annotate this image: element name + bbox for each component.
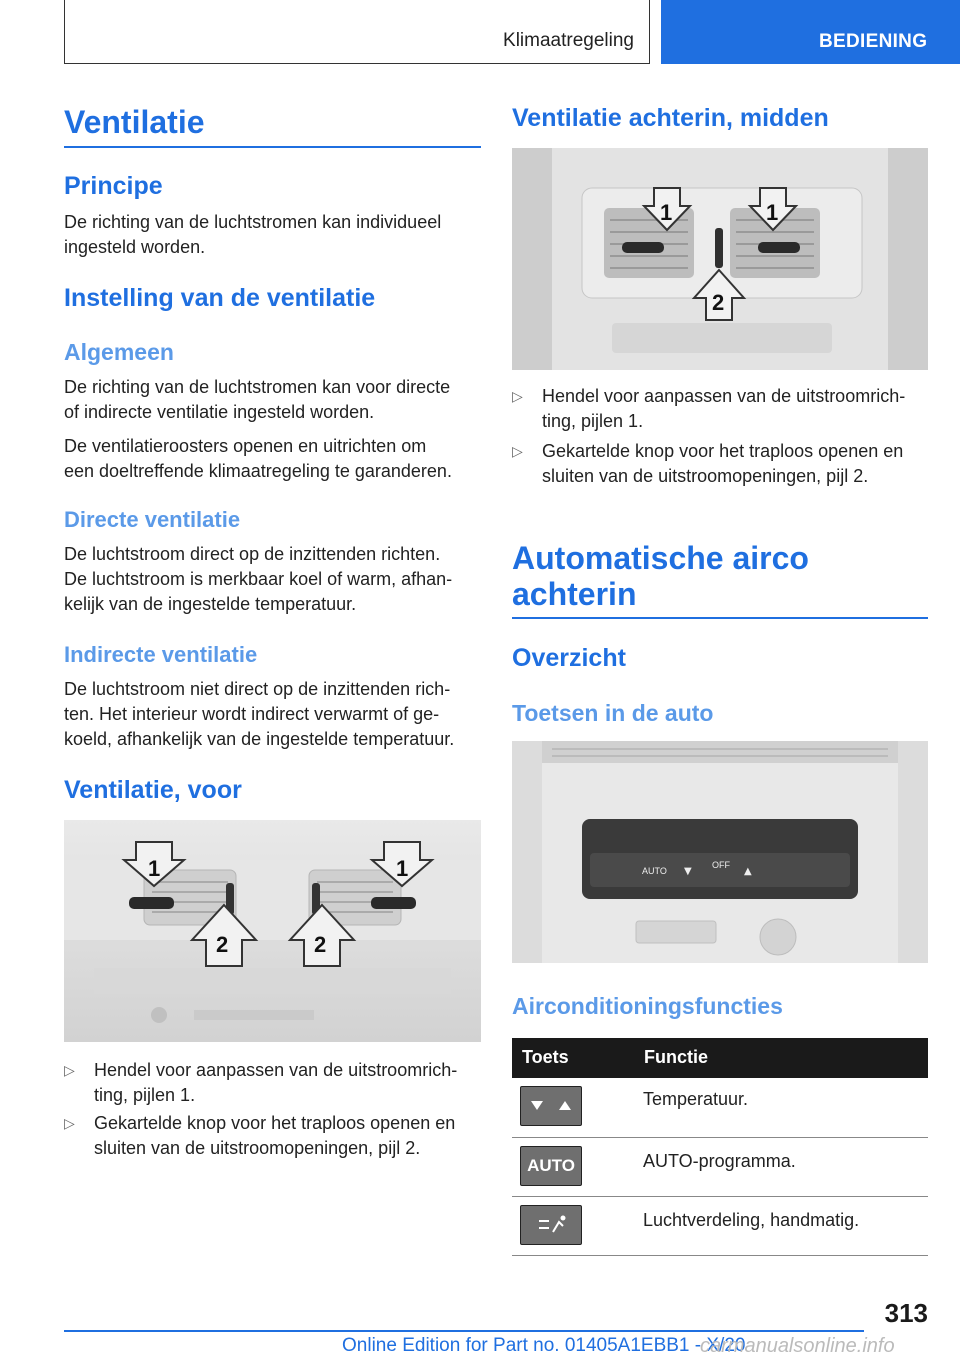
arrow-label: 2: [314, 932, 327, 957]
text-line: Gekartelde knop voor het traploos openen en: [542, 441, 904, 461]
airco-title: [512, 540, 809, 612]
list-item: [64, 1111, 484, 1161]
directe-text: [64, 542, 484, 617]
svg-text:▲: ▲: [744, 866, 752, 877]
airco-rule: [512, 617, 928, 619]
col-key: Toets: [522, 1047, 569, 1067]
rear-panel-photo: [512, 741, 928, 963]
text-line: of indirecte ventilatie ingesteld worden.: [64, 402, 375, 422]
arrow-label: 2: [216, 932, 229, 957]
section-tab-label: BEDIENING: [819, 31, 928, 52]
table-row: [512, 1197, 928, 1256]
algemeen-text: [64, 375, 484, 484]
table-header: [512, 1038, 928, 1078]
page-title: [64, 104, 205, 140]
watermark: carmanualsonline.info: [700, 1335, 895, 1357]
bullet-triangle-icon: ▷: [512, 388, 523, 404]
indirecte-text: [64, 677, 484, 752]
rear-vents-photo: [512, 148, 928, 370]
text-line: een doeltreffende klimaatregeling te garanderen.: [64, 461, 452, 481]
text-line: De ventilatieroosters openen en uitrichten om: [64, 436, 427, 456]
text-line: Gekartelde knop voor het traploos openen en: [94, 1113, 456, 1133]
heading-instelling: Instelling van de ventilatie: [64, 284, 376, 312]
edition-text: Online Edition for Part no. 01405A1EBB1 - X/20: [342, 1335, 746, 1356]
text-line: De richting van de luchtstromen kan individueel: [64, 212, 442, 232]
text-line: ten. Het interieur wordt indirect verwarmt of ge-: [64, 704, 440, 724]
text-line: De richting van de luchtstromen kan voor directe: [64, 377, 451, 397]
title-rule: [64, 146, 481, 148]
title-ventilatie: Ventilatie: [64, 104, 205, 140]
heading-directe: Directe ventilatie: [64, 507, 241, 532]
heading-principe: Principe: [64, 172, 163, 200]
text-line: sluiten van de uitstroomopeningen, pijl 2.: [94, 1138, 421, 1158]
arrow-label: 1: [660, 200, 673, 225]
text-line: De luchtstroom is merkbaar koel of warm, afhan-: [64, 569, 453, 589]
title-airco-line2: achterin: [512, 576, 637, 612]
function-text: Temperatuur.: [643, 1089, 749, 1109]
text-line: kelijk van de ingestelde temperatuur.: [64, 594, 357, 614]
svg-text:▼: ▼: [684, 866, 692, 877]
title-airco-line1: Automatische airco: [512, 540, 809, 576]
arrow-label: 1: [148, 856, 161, 881]
arrow-label: 1: [396, 856, 409, 881]
temperature-key-icon: [520, 1086, 582, 1126]
section-tab: [661, 0, 960, 64]
key-label: AUTO: [527, 1156, 575, 1175]
bullet-triangle-icon: ▷: [64, 1115, 75, 1131]
text-line: sluiten van de uitstroomopeningen, pijl 2.: [542, 466, 869, 486]
bullet-triangle-icon: ▷: [64, 1062, 75, 1078]
heading-functies: Airconditioningsfuncties: [512, 993, 783, 1019]
text-line: Hendel voor aanpassen van de uitstroomrich-: [542, 386, 906, 406]
arrow-label: 1: [766, 200, 779, 225]
page-number: 313: [884, 1298, 928, 1328]
arrow-label: 2: [712, 290, 725, 315]
principe-text: [64, 210, 484, 260]
panel-off-label: OFF: [712, 860, 730, 870]
functions-table: [512, 1038, 928, 1256]
heading-indirecte: Indirecte ventilatie: [64, 642, 258, 667]
table-row: [512, 1078, 928, 1138]
chapter-title: Klimaatregeling: [503, 30, 634, 51]
heading-overzicht: Overzicht: [512, 644, 626, 672]
text-line: De luchtstroom direct op de inzittenden richten.: [64, 544, 441, 564]
function-text: Luchtverdeling, handmatig.: [643, 1210, 860, 1230]
heading-voor: Ventilatie, voor: [64, 776, 242, 804]
text-line: ingesteld worden.: [64, 237, 206, 257]
text-line: ting, pijlen 1.: [542, 411, 644, 431]
text-line: koeld, afhankelijk van de ingestelde temperatuur.: [64, 729, 455, 749]
footer-rule: [64, 1330, 864, 1332]
heading-achterin: Ventilatie achterin, midden: [512, 104, 829, 132]
heading-algemeen: Algemeen: [64, 339, 174, 365]
list-item: [512, 439, 932, 489]
list-item: [64, 1058, 484, 1108]
list-item: [512, 384, 932, 434]
bullet-triangle-icon: ▷: [512, 443, 523, 459]
panel-auto-label: AUTO: [642, 866, 667, 876]
text-line: ting, pijlen 1.: [94, 1085, 196, 1105]
text-line: De luchtstroom niet direct op de inzittenden rich-: [64, 679, 451, 699]
air-distribution-key-icon: [520, 1205, 582, 1245]
auto-key-icon: [520, 1146, 582, 1186]
heading-toetsen: Toetsen in de auto: [512, 700, 714, 726]
table-row: [512, 1138, 928, 1197]
front-vents-photo: [64, 820, 481, 1042]
function-text: AUTO-programma.: [643, 1151, 796, 1171]
text-line: Hendel voor aanpassen van de uitstroomrich-: [94, 1060, 458, 1080]
col-function: Functie: [644, 1047, 709, 1067]
